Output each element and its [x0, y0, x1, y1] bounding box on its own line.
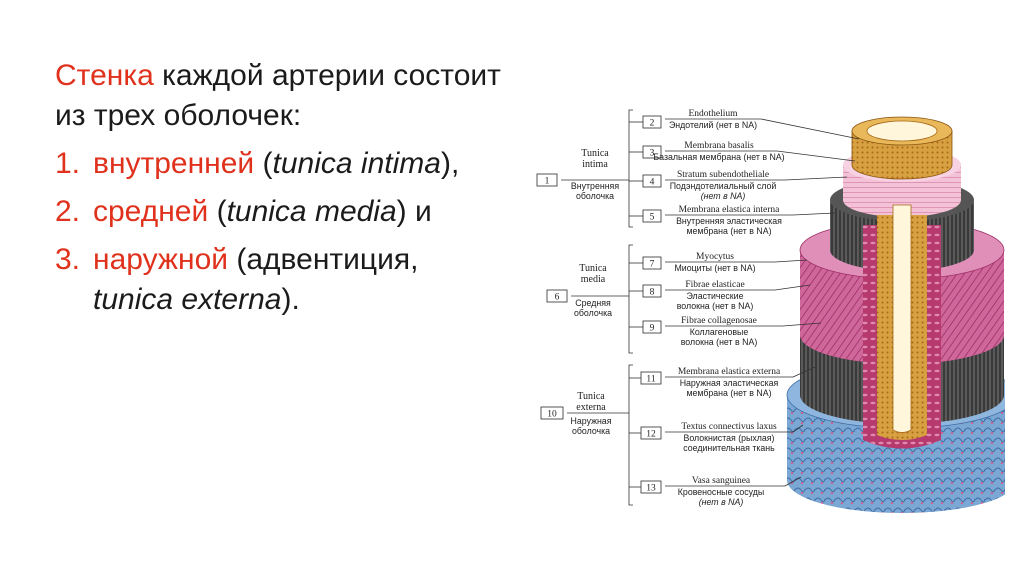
- cutaway-lumen: [893, 205, 911, 433]
- label-latin-4: Stratum subendotheliale: [676, 170, 770, 180]
- group-number-1: 1: [544, 176, 550, 187]
- intro-line-2: из трех оболочек:: [55, 99, 302, 132]
- label-latin-9: Fibrae collagenosae: [681, 316, 757, 326]
- label-3: [629, 141, 855, 162]
- group-rus-1b: оболочка: [575, 191, 615, 201]
- label-rus-11a: Наружная эластическая: [679, 378, 779, 388]
- group-rus-1a: Внутренняя: [570, 181, 620, 191]
- list-number-2: 2.: [55, 195, 81, 228]
- label-number-5: 5: [649, 212, 655, 223]
- label-4: [629, 170, 847, 201]
- label-rus-5a: Внутренняя эластическая: [676, 216, 782, 226]
- group-number-10: 10: [547, 409, 557, 420]
- label-latin-12: Textus connectivus laxus: [681, 422, 777, 432]
- list-item-1: [55, 144, 535, 184]
- label-rus-13b: (нет в NA): [698, 497, 744, 507]
- label-12: [629, 422, 803, 453]
- group-latin-10a: Tunica: [577, 391, 605, 402]
- label-rus-9b: волокна (нет в NA): [680, 337, 758, 347]
- group-number-6: 6: [554, 292, 560, 303]
- group-latin-6b: media: [580, 274, 606, 285]
- group-latin-1b: intima: [582, 159, 608, 170]
- label-rus-5b: мембрана (нет в NA): [686, 226, 772, 236]
- label-latin-8: Fibrae elasticae: [685, 280, 745, 290]
- label-rus-7a: Миоциты (нет в NA): [674, 263, 756, 273]
- label-2: [629, 109, 859, 139]
- label-rus-12a: Волокнистая (рыхлая): [683, 433, 775, 443]
- label-latin-11: Membrana elastica externa: [677, 367, 781, 377]
- list-word-2: средней: [93, 195, 209, 228]
- group-latin-10b: externa: [576, 402, 606, 413]
- list-number-1: 1.: [55, 147, 81, 180]
- label-rus-9a: Коллагеновые: [689, 327, 749, 337]
- label-number-13: 13: [646, 483, 656, 494]
- list-latin-1: tunica intima: [272, 147, 441, 180]
- label-number-12: 12: [646, 429, 656, 440]
- label-latin-13: Vasa sanguinea: [691, 476, 751, 486]
- list-latin-2: tunica media: [226, 195, 397, 228]
- group-rus-6b: оболочка: [573, 308, 613, 318]
- label-latin-5: Membrana elastica interna: [678, 205, 780, 215]
- label-rus-8b: волокна (нет в NA): [676, 301, 754, 311]
- label-number-2: 2: [649, 118, 655, 129]
- label-rus-8a: Эластические: [686, 291, 744, 301]
- label-7: [629, 252, 807, 273]
- slide-text: [55, 56, 535, 320]
- label-number-4: 4: [649, 177, 655, 188]
- group-latin-6a: Tunica: [579, 263, 607, 274]
- intro-line-1: [55, 56, 535, 96]
- label-number-9: 9: [649, 323, 655, 334]
- list-item-3: [55, 240, 535, 280]
- group-rus-10a: Наружная: [570, 416, 612, 426]
- list-item-3-cont: [55, 280, 535, 320]
- label-number-3: 3: [649, 148, 655, 159]
- artery-wall-diagram: [525, 95, 1005, 520]
- label-rus-11b: мембрана (нет в NA): [686, 388, 772, 398]
- list-open-2: (: [208, 195, 227, 228]
- label-5: [629, 205, 835, 236]
- list-number-3: 3.: [55, 243, 81, 276]
- list-word-3: наружной: [93, 243, 229, 276]
- artery-cylinder: [787, 117, 1005, 513]
- label-13: [629, 476, 801, 507]
- label-number-7: 7: [649, 259, 655, 270]
- label-latin-2: Endothelium: [688, 109, 738, 119]
- list-close-1: ),: [440, 147, 460, 180]
- label-rus-13a: Кровеносные сосуды: [677, 487, 765, 497]
- list-word-1: внутренней: [93, 147, 255, 180]
- group-rus-10b: оболочка: [571, 426, 611, 436]
- label-rus-3a: Базальная мембрана (нет в NA): [653, 152, 785, 162]
- label-number-8: 8: [649, 287, 655, 298]
- group-latin-1a: Tunica: [581, 148, 609, 159]
- label-rus-2a: Эндотелий (нет в NA): [668, 120, 758, 130]
- label-9: [629, 316, 821, 347]
- intro-bold: Стенка: [55, 59, 154, 92]
- list-item-2: [55, 192, 535, 232]
- list-latin-3: tunica externa: [93, 283, 282, 316]
- label-latin-3: Membrana basalis: [684, 141, 754, 151]
- label-latin-7: Myocytus: [696, 252, 734, 262]
- lumen: [867, 121, 937, 141]
- label-rus-4a: Подэндотелиальный слой: [669, 181, 777, 191]
- list-open-3: (адвентиция,: [228, 243, 419, 276]
- list-close-2: ) и: [396, 195, 432, 228]
- group-labels: [537, 110, 633, 505]
- label-rus-4b: (нет в NA): [700, 191, 746, 201]
- label-number-11: 11: [646, 374, 656, 385]
- label-8: [629, 280, 810, 311]
- label-rus-12b: соединительная ткань: [683, 443, 775, 453]
- list-open-1: (: [254, 147, 273, 180]
- intro-rest: каждой артерии состоит: [153, 59, 501, 92]
- group-rus-6a: Средняя: [575, 298, 611, 308]
- list-close-3: ).: [281, 283, 300, 316]
